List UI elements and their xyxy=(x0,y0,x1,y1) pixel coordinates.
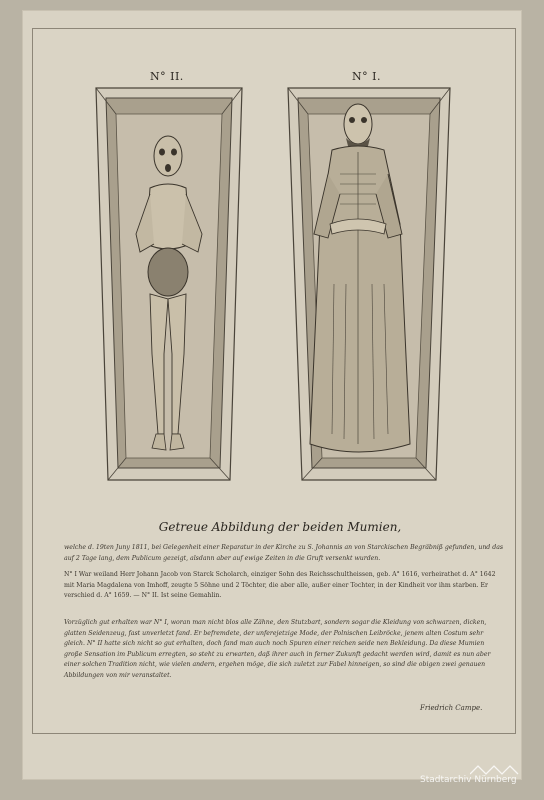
archive-watermark: Stadtarchiv Nürnberg xyxy=(420,775,517,785)
description-paragraph-3: Vorzüglich gut erhalten war N° I, woran man nicht blos alle Zähne, den Stutzbart, sondern sogar die Kleidung von schwarzen, dicken, glatten Seidenzeug, fast unverletzt fand. Er befremdete, der unferejetzige Mode, der Polnischen Leibröcke, jenem alten Costum sehr gleich. N° II hatte sich nicht so gut erhalten, doch fand man auch noch Spuren einer reichen seide nen Bekleidung. Da diese Mumien große Sensation im Publicum erregten, so steht zu erwarten, daß ihrer auch in ferner Zukunft gedacht werden wird, damit es nun aber einer solchen Tradition nicht, wie vielen andern, ergehen möge, die sich zuletzt zur Fabel hinneigen, so sind die obigen zwei genauen Abbildungen von mir veranstaltet. xyxy=(64,619,491,679)
plate-title: Getreue Abbildung der beiden Mumien, xyxy=(158,520,402,534)
coffin-number-two xyxy=(92,84,246,484)
description-paragraph-2: N° I War weiland Herr Johann Jacob von Starck Scholarch, einziger Sohn des Reichsschultheissen, geb. A° 1616, verheirathet d. A° 1642 mit Maria Magdalena von Imhoff, zeugte 5 Söhne und 2 Töchter, die aber alle, außer einer Tochter, in der Kindheit vor ihm starben. Er verschied d. A° 1659. — N° II. Ist seine Gemahlin. xyxy=(64,571,496,599)
mummy-one-illustration xyxy=(284,84,454,484)
description-paragraph-1: welche d. 19ten Juny 1811, bei Gelegenheit einer Reparatur in der Kirche zu S. Johannis an von Starckischen Begräbniß gefunden, und das auf 2 Tage lang, dem Publicum gezeigt, alsdann aber auf ewige Zeiten in die Gruft versenkt wurden. xyxy=(64,544,504,562)
coffin-number-one xyxy=(284,84,454,484)
signature: Friedrich Campe. xyxy=(420,704,483,712)
label-number-two: N° II. xyxy=(150,70,184,83)
mummy-two-illustration xyxy=(92,84,246,484)
label-number-one: N° I. xyxy=(352,70,381,83)
